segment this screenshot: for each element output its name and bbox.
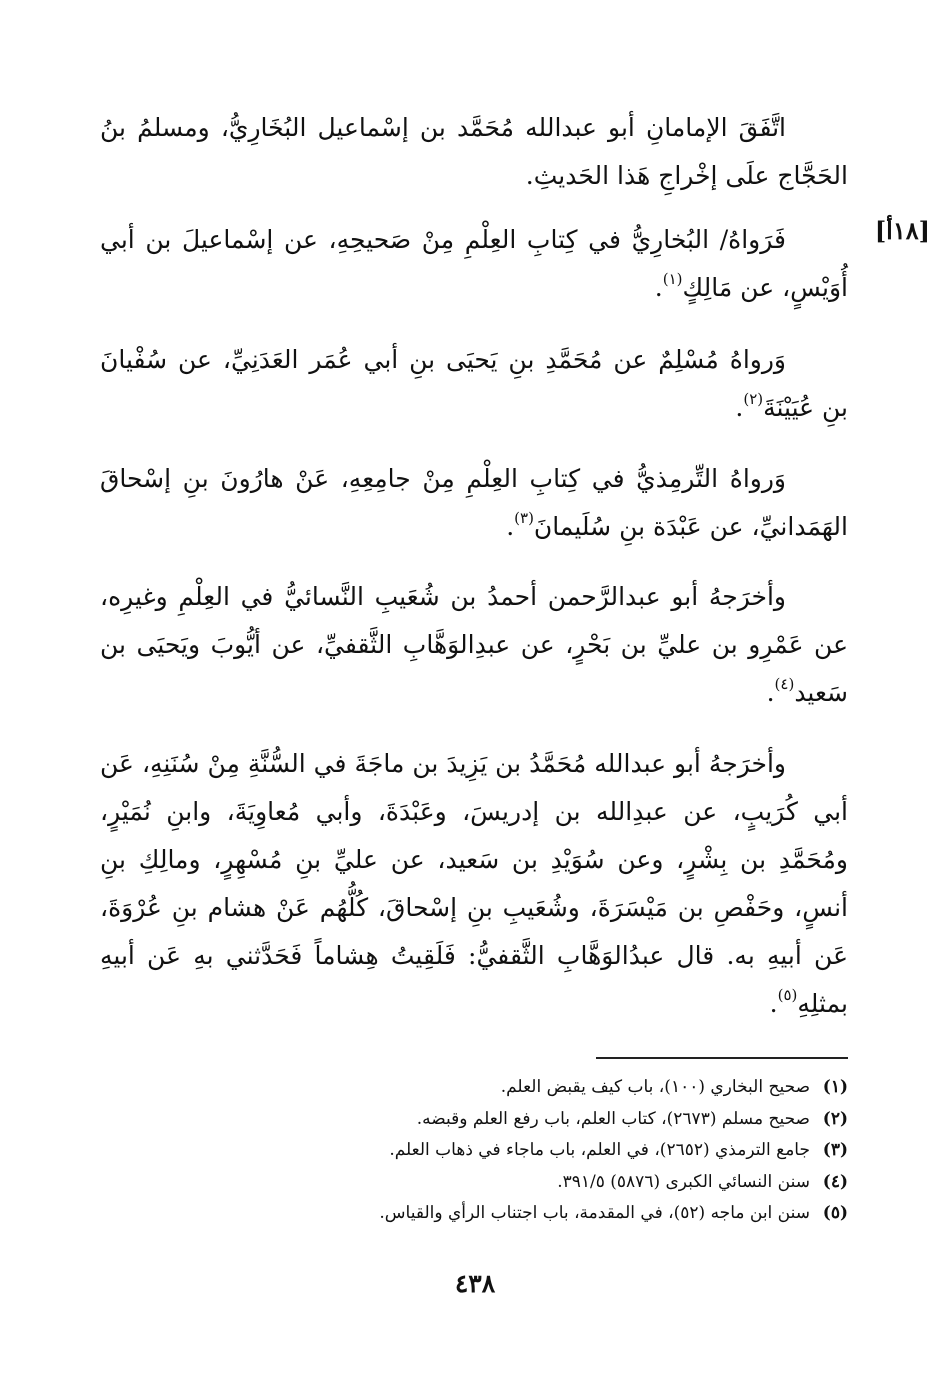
paragraph-text: وَرواهُ التِّرمِذيُّ في كِتابِ العِلْمِ مِنْ جامِعِهِ، عَنْ هارُونَ بنِ إسْحاقَ الهَمَدانيِّ، عن عَبْدَة بنِ سُلَيمانَ: [100, 464, 848, 541]
footnote-text: سنن ابن ماجه (٥٢)، في المقدمة، باب اجتناب الرأي والقياس.: [379, 1203, 810, 1223]
footnote-reference[interactable]: (٣): [514, 509, 534, 527]
footnote-number: (٣): [822, 1140, 848, 1160]
page-number: ٤٣٨: [454, 1269, 496, 1298]
paragraph-text: وَرواهُ مُسْلِمٌ عن مُحَمَّدِ بنِ يَحيَى بنِ أبي عُمَر العَدَنِيِّ، عن سُفْيانَ بنِ عُيَيْنَةَ: [100, 345, 848, 422]
paragraph-text: فَرَواهُ/ البُخارِيُّ في كِتابِ العِلْمِ مِنْ صَحيحِهِ، عن إسْماعيلَ بن أبي أُوَيْسٍ، عن مَالِكٍ: [100, 225, 848, 302]
footnote-item: [250, 1198, 848, 1230]
paragraph-3: وَرواهُ مُسْلِمٌ عن مُحَمَّدِ بنِ يَحيَى بنِ أبي عُمَر العَدَنِيِّ، عن سُفْيانَ بنِ عُيَيْنَةَ$^{(٢)}$.: [100, 345, 848, 422]
footnote-text: سنن النسائي الكبرى (٥٨٧٦) ٣٩١/٥.: [557, 1171, 810, 1192]
footnote-item: [250, 1104, 848, 1136]
paragraph-5: وأخرَجهُ أبو عبدالرَّحمن أحمدُ بن شُعَيبِ النَّسائيُّ في العِلْمِ وغيرِه، عن عَمْرِو بن عليِّ بن بَحْرٍ، عن عبدِالوَهَّابِ الثَّقفيِّ، عن أيُّوبَ ويَحيَى بن سَعيد$^{(٤)}$.: [100, 582, 848, 707]
footnote-separator: [596, 1057, 848, 1059]
footnote-item: [250, 1135, 848, 1167]
footnote-text: جامع الترمذي (٢٦٥٢)، في العلم، باب ماجاء في ذهاب العلم.: [389, 1140, 810, 1160]
paragraph-1: [100, 104, 848, 200]
footnote-reference[interactable]: (٥): [777, 986, 798, 1004]
footnote-text: صحيح مسلم (٢٦٧٣)، كتاب العلم، باب رفع العلم وقبضه.: [416, 1108, 810, 1129]
footnote-number: (٥): [822, 1203, 848, 1223]
paragraph-text: اتَّفَقَ الإمامانِ أبو عبدالله مُحَمَّد بن إسْماعيل البُخَارِيُّ، ومسلمُ بنُ الحَجَّاج علَى إخْراجِ هَذا الحَديثِ.: [100, 113, 848, 190]
footnote-reference[interactable]: (١): [662, 270, 683, 288]
footnote-text: صحيح البخاري (١٠٠)، باب كيف يقبض العلم.: [500, 1077, 810, 1097]
footnote-reference[interactable]: (٤): [774, 675, 795, 693]
footnotes-section: [250, 1072, 848, 1230]
footnote-item: [250, 1072, 848, 1104]
footnote-number: (٢): [822, 1108, 848, 1129]
paragraph-2: فَرَواهُ/ البُخارِيُّ في كِتابِ العِلْمِ مِنْ صَحيحِهِ، عن إسْماعيلَ بن أبي أُوَيْسٍ، عن مَالِكٍ$^{(١)}$.: [100, 225, 848, 302]
footnote-number: (١): [822, 1077, 848, 1097]
footnote-item: [250, 1167, 848, 1199]
paragraph-4: وَرواهُ التِّرمِذيُّ في كِتابِ العِلْمِ مِنْ جامِعِهِ، عَنْ هارُونَ بنِ إسْحاقَ الهَمَدانيِّ، عن عَبْدَة بنِ سُلَيمانَ$^{(٣)}$.: [100, 464, 848, 541]
manuscript-folio-marker: [١٨أ]: [874, 216, 930, 245]
paragraph-text: وأخرَجهُ أبو عبدالرَّحمن أحمدُ بن شُعَيبِ النَّسائيُّ في العِلْمِ وغيرِه، عن عَمْرِو بن عليِّ بن بَحْرٍ، عن عبدِالوَهَّابِ الثَّقفيِّ، عن أيُّوبَ ويَحيَى بن سَعيد: [100, 582, 848, 707]
footnote-reference[interactable]: (٢): [743, 390, 764, 408]
paragraph-6: وأخرَجهُ أبو عبدالله مُحَمَّدُ بن يَزِيدَ بن ماجَةَ في السُّنَّةِ مِنْ سُنَنِهِ، عَن أبي كُرَيبٍ، عن عبدِالله بن إدريسَ، وعَبْدَةَ، وأبي مُعاوِيَةَ، وابنِ نُمَيْرٍ، ومُحَمَّدِ بن بِشْرٍ، وعن سُوَيْدِ بن سَعيد، عن عليِّ بنِ مُسْهِرٍ، ومالِكِ بنِ أنسٍ، وحَفْصِ بن مَيْسَرَةَ، وشُعَيبِ بنِ إسْحاقَ، كُلُّهُم عَنْ هشام بنِ عُرْوَةَ، عَن أبيهِ به. قال عبدُالوَهَّابِ الثَّقفيُّ: فَلَقِيتُ هِشاماً فَحَدَّثني بهِ عَن أبيهِ بمثلِهِ$^{(٥)}$.: [100, 749, 848, 1018]
footnote-number: (٤): [822, 1171, 848, 1192]
paragraph-text: وأخرَجهُ أبو عبدالله مُحَمَّدُ بن يَزِيدَ بن ماجَةَ في السُّنَّةِ مِنْ سُنَنِهِ، عَن أبي كُرَيبٍ، عن عبدِالله بن إدريسَ، وعَبْدَةَ، وأبي مُعاوِيَةَ، وابنِ نُمَيْرٍ، ومُحَمَّدِ بن بِشْرٍ، وعن سُوَيْدِ بن سَعيد، عن عليِّ بنِ مُسْهِرٍ، ومالِكِ بنِ أنسٍ، وحَفْصِ بن مَيْسَرَةَ، وشُعَيبِ بنِ إسْحاقَ، كُلُّهُم عَنْ هشام بنِ عُرْوَةَ، عَن أبيهِ به. قال عبدُالوَهَّابِ الثَّقفيُّ: فَلَقِيتُ هِشاماً فَحَدَّثني بهِ عَن أبيهِ بمثلِهِ: [100, 749, 848, 1018]
